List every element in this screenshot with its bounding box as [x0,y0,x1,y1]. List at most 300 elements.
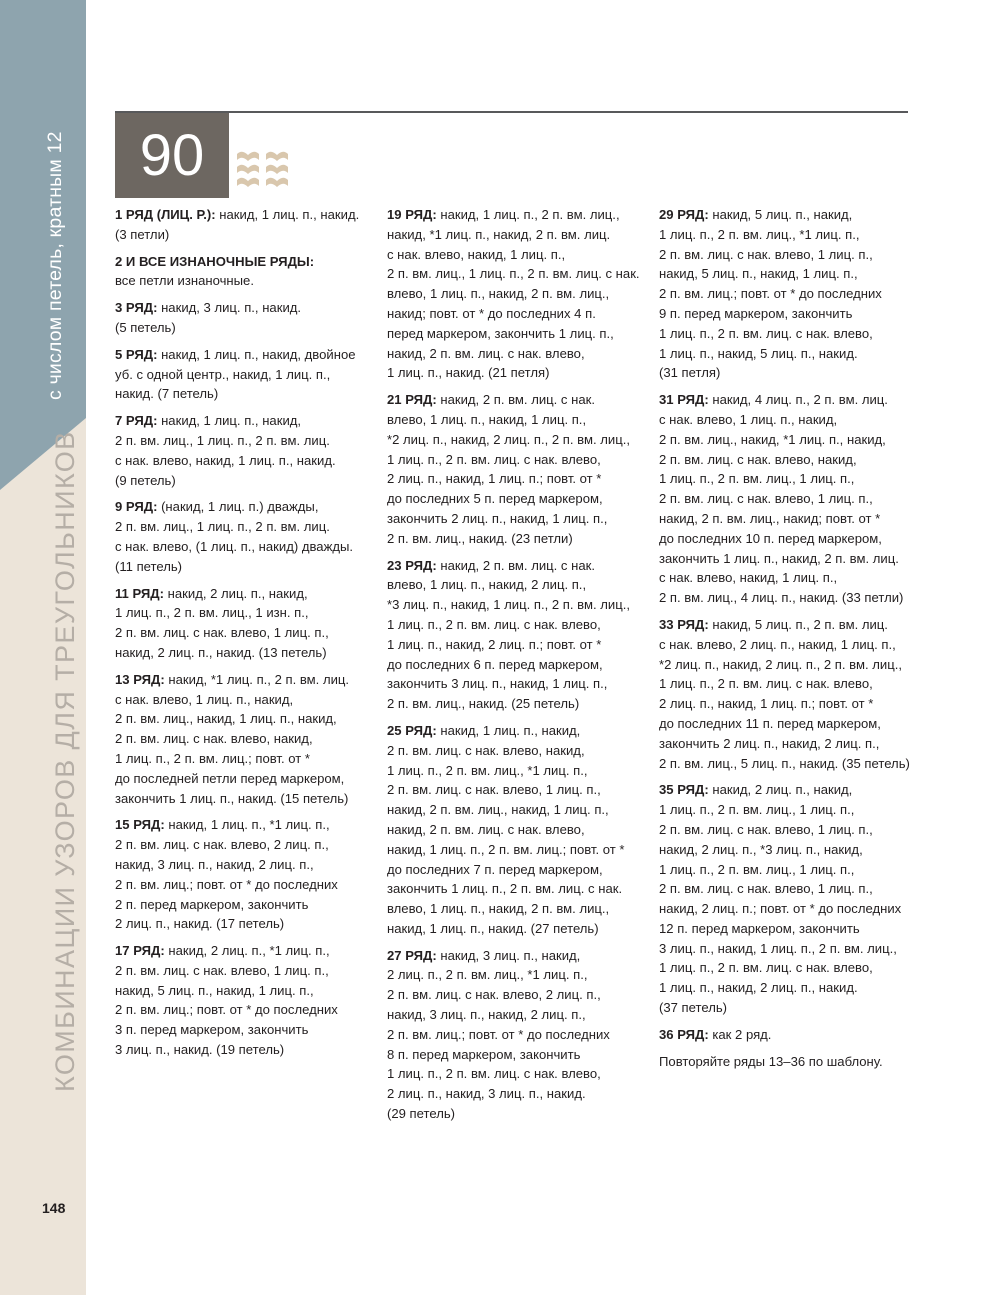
instruction-text: закончить 2 лиц. п., накид, 2 лиц. п., [659,735,880,751]
instruction-text: накид, 1 лиц. п., 2 п. вм. лиц., [436,207,620,222]
instruction-text: до последних 10 п. перед маркером, [659,530,882,546]
row-label: 13 РЯД: [115,671,165,687]
instruction-text: (5 петель) [115,319,176,335]
instruction-line [387,304,649,324]
row-instruction [659,1052,921,1072]
instruction-line [659,899,921,919]
instruction-text: *2 лиц. п., накид, 2 лиц. п., 2 п. вм. лиц., [387,431,630,447]
instruction-text: 1 лиц. п., накид, 2 лиц. п.; повт. от * [387,636,602,652]
instruction-line [115,252,375,272]
row-instruction [659,1025,921,1045]
instruction-text: накид, 5 лиц. п., накид, 1 лиц. п., [115,982,314,998]
instruction-text: 1 лиц. п., накид, 2 лиц. п., накид. [659,980,858,996]
row-instruction [115,252,375,292]
instruction-line [659,430,921,450]
instruction-text: 1 лиц. п., 2 п. вм. лиц. с нак. влево, [659,325,873,341]
instruction-text: 2 лиц. п., накид. (17 петель) [115,916,285,932]
instruction-line [387,469,649,489]
knit-stitch-icon [236,150,292,196]
row-instruction [115,345,375,404]
row-instruction [387,946,649,1124]
instruction-line [659,568,921,588]
instruction-text: до последних 5 п. перед маркером, [387,491,603,507]
instruction-text: накид, 2 лиц. п., накид. (13 петель) [115,644,327,660]
instruction-line [387,324,649,344]
instruction-text: с нак. влево, (1 лиц. п., накид) дважды. [115,538,354,554]
instruction-line [659,840,921,860]
instruction-text: 2 п. вм. лиц. с нак. влево, накид, [387,742,585,758]
instruction-line [659,549,921,569]
instruction-text: 3 лиц. п., накид, 1 лиц. п., 2 п. вм. лиц., [659,940,897,956]
instruction-text: закончить 2 лиц. п., накид, 1 лиц. п., [387,510,608,526]
instruction-line [115,981,375,1001]
instruction-line [387,761,649,781]
instruction-text: до последних 11 п. перед маркером, [659,715,881,731]
instruction-text: влево, 1 лиц. п., накид, 1 лиц. п., [387,411,587,427]
instruction-line [387,410,649,430]
instruction-text: 2 п. вм. лиц. с нак. влево, накид, [659,451,857,467]
instruction-text: накид, 2 п. вм. лиц. с нак. [436,392,595,408]
instruction-text: накид, 5 лиц. п., 2 п. вм. лиц. [708,616,888,632]
row-label: 11 РЯД: [115,585,164,601]
instruction-text: 2 п. вм. лиц., накид. (23 петли) [387,530,573,546]
instruction-line [387,899,649,919]
sidebar [0,0,86,1295]
row-label: 21 РЯД: [387,392,437,408]
instruction-text: накид, 1 лиц. п., накид. (27 петель) [387,920,599,936]
instruction-text: с нак. влево, 2 лиц. п., накид, 1 лиц. п., [659,636,896,652]
instruction-text: 1 лиц. п., 2 п. вм. лиц. с нак. влево, [387,451,601,467]
instruction-text: 8 п. перед маркером, закончить [387,1046,581,1062]
instruction-text: 2 п. вм. лиц., накид. (25 петель) [387,696,580,712]
instruction-line [115,1000,375,1020]
instruction-text: 1 лиц. п., 2 п. вм. лиц. с нак. влево, [387,616,601,632]
instruction-line [659,860,921,880]
instruction-text: перед маркером, закончить 1 лиц. п., [387,325,614,341]
instruction-text: 2 п. перед маркером, закончить [115,896,309,912]
instruction-line [659,264,921,284]
instruction-line [387,363,649,383]
row-instruction [659,205,921,383]
instruction-line [115,411,375,431]
instruction-line [387,919,649,939]
instruction-text: накид, 1 лиц. п., *1 лиц. п., [164,817,330,833]
instruction-text: накид, 5 лиц. п., накид, 1 лиц. п., [659,266,858,282]
instruction-line [659,674,921,694]
instruction-text: 2 п. вм. лиц., 5 лиц. п., накид. (35 петель) [659,755,910,771]
instructions-column-3 [659,205,921,1078]
instruction-text: 2 п. вм. лиц. с нак. влево, 1 лиц. п., [659,881,873,897]
instruction-line [659,304,921,324]
instruction-text: 1 лиц. п., 2 п. вм. лиц. с нак. влево, [659,676,873,692]
instruction-line [387,225,649,245]
instruction-line [115,603,375,623]
instruction-line [115,914,375,934]
instruction-text: закончить 1 лиц. п., 2 п. вм. лиц. с нак. [387,881,623,897]
row-instruction [659,780,921,1018]
instruction-line [659,363,921,383]
instruction-text: 2 п. вм. лиц., накид, *1 лиц. п., накид, [659,431,886,447]
row-instruction [659,615,921,773]
instruction-text: накид, 1 лиц. п., накид, [157,413,302,429]
instruction-text: накид, 3 лиц. п., накид, [436,947,581,963]
instruction-text: накид, 2 лиц. п., *1 лиц. п., [164,943,330,959]
instruction-line [115,497,375,517]
sidebar-section-title: КОМБИНАЦИИ УЗОРОВ ДЛЯ ТРЕУГОЛЬНИКОВ [50,430,80,1092]
instruction-line [659,879,921,899]
instruction-text: накид, 1 лиц. п., накид, двойное [157,346,356,362]
instruction-text: 1 лиц. п., 2 п. вм. лиц., 1 лиц. п., [659,861,855,877]
instruction-line [659,615,921,635]
instruction-text: накид, 2 п. вм. лиц. с нак. влево, [387,821,585,837]
row-instruction [387,556,649,714]
instruction-text: 2 п. вм. лиц. с нак. влево, 1 лиц. п., [659,246,873,262]
instruction-text: закончить 3 лиц. п., накид, 1 лиц. п., [387,676,608,692]
instruction-line [659,958,921,978]
instruction-line [115,835,375,855]
instruction-text: 2 п. вм. лиц. с нак. влево, 1 лиц. п., [659,821,873,837]
instruction-text: 2 п. вм. лиц., 1 лиц. п., 2 п. вм. лиц. [115,432,330,448]
instruction-text: влево, 1 лиц. п., накид, 2 лиц. п., [387,577,587,593]
instruction-text: как 2 ряд. [708,1026,772,1042]
instruction-line [115,517,375,537]
instruction-line [387,879,649,899]
instruction-line [115,225,375,245]
instruction-line [387,509,649,529]
instruction-text: (11 петель) [115,558,183,574]
instruction-line [387,965,649,985]
instruction-line [387,1045,649,1065]
instruction-line [659,410,921,430]
instruction-text: 1 лиц. п., 2 п. вм. лиц., 1 изн. п., [115,605,309,621]
instruction-text: 2 п. вм. лиц. с нак. влево, 2 лиц. п., [115,837,329,853]
instruction-text: закончить 1 лиц. п., накид, 2 п. вм. лиц. [659,550,899,566]
instruction-line [387,390,649,410]
row-instruction [115,497,375,576]
instruction-text: 2 п. вм. лиц., 1 лиц. п., 2 п. вм. лиц. [115,519,330,535]
instruction-line [387,840,649,860]
instruction-text: *3 лиц. п., накид, 1 лиц. п., 2 п. вм. лиц., [387,597,630,613]
instruction-line [115,815,375,835]
instruction-text: с нак. влево, 1 лиц. п., накид, [115,691,294,707]
pattern-number: 90 [115,113,229,198]
instruction-text: 2 п. вм. лиц. с нак. влево, 2 лиц. п., [387,987,601,1003]
instruction-text: (9 петель) [115,472,176,488]
instructions-column-2 [387,205,649,1131]
instruction-line [387,556,649,576]
instruction-text: 1 лиц. п., 2 п. вм. лиц., *1 лиц. п., [659,226,860,242]
instruction-line [387,489,649,509]
instruction-text: накид, 2 лиц. п., *3 лиц. п., накид, [659,841,863,857]
instruction-text: 2 п. вм. лиц.; повт. от * до последних [387,1026,610,1042]
instruction-line [387,595,649,615]
instruction-line [115,365,375,385]
instruction-line [659,754,921,774]
instruction-line [387,450,649,470]
instruction-line [115,1020,375,1040]
instruction-line [115,961,375,981]
instruction-text: влево, 1 лиц. п., накид, 2 п. вм. лиц., [387,901,610,917]
instruction-line [659,489,921,509]
instruction-text: 12 п. перед маркером, закончить [659,920,860,936]
row-label: 33 РЯД: [659,616,709,632]
instruction-line [659,1052,921,1072]
instruction-line [115,749,375,769]
row-label: 36 РЯД: [659,1026,709,1042]
instruction-text: 2 п. вм. лиц. с нак. влево, 1 лиц. п., [115,625,329,641]
row-instruction [115,670,375,809]
instruction-text: 2 п. вм. лиц., 1 лиц. п., 2 п. вм. лиц. с нак. [387,266,640,282]
instruction-text: с нак. влево, накид, 1 лиц. п., [659,570,838,586]
instruction-text: накид. (7 петель) [115,386,219,402]
instruction-text: закончить 1 лиц. п., накид. (15 петель) [115,790,349,806]
instruction-text: накид, 3 лиц. п., накид. [157,300,302,316]
instruction-text: накид, 2 лиц. п., накид, [708,782,853,798]
instruction-text: накид, 3 лиц. п., накид, 2 лиц. п., [115,856,314,872]
instruction-line [659,390,921,410]
instruction-line [115,855,375,875]
instruction-line [387,741,649,761]
instruction-line [659,509,921,529]
row-instruction [387,721,649,939]
instruction-line [659,324,921,344]
row-label: 9 РЯД: [115,499,158,515]
instruction-text: 2 п. вм. лиц. с нак. влево, 1 лиц. п., [659,491,873,507]
instruction-text: накид, 3 лиц. п., накид, 2 лиц. п., [387,1007,586,1023]
instruction-text: накид, *1 лиц. п., 2 п. вм. лиц. [164,671,350,687]
instruction-line [115,709,375,729]
row-label: 35 РЯД: [659,782,709,798]
row-label: 19 РЯД: [387,207,437,222]
instruction-text: накид, 2 лиц. п., накид, [164,585,308,601]
row-instruction [115,205,375,245]
instruction-text: 1 лиц. п., 2 п. вм. лиц. с нак. влево, [659,960,873,976]
instruction-text: 2 п. вм. лиц., накид, 1 лиц. п., накид, [115,711,337,727]
instruction-line [387,635,649,655]
row-label: 23 РЯД: [387,557,437,573]
instruction-line [115,623,375,643]
instruction-text: накид, 2 п. вм. лиц., накид; повт. от * [659,510,881,526]
instruction-line [659,245,921,265]
instruction-line [659,450,921,470]
instruction-text: влево, 1 лиц. п., накид, 2 п. вм. лиц., [387,286,610,302]
instruction-line [387,1025,649,1045]
instruction-text: (3 петли) [115,226,170,242]
row-instruction [387,390,649,548]
instruction-line [659,998,921,1018]
row-instruction [387,205,649,383]
instruction-line [115,271,375,291]
instruction-line [387,245,649,265]
instruction-line [659,635,921,655]
instruction-text: накид, 2 п. вм. лиц. с нак. [436,557,595,573]
instruction-line [115,345,375,365]
page-number: 148 [42,1200,66,1216]
instruction-line [387,800,649,820]
instruction-line [387,344,649,364]
instruction-line [659,820,921,840]
instruction-line [387,615,649,635]
instruction-text: (29 петель) [387,1106,456,1122]
instruction-text: с нак. влево, накид, 1 лиц. п., накид. [115,452,336,468]
instruction-line [659,734,921,754]
instruction-line [115,584,375,604]
instruction-text: накид, 1 лиц. п., накид, [436,722,581,738]
instruction-text: накид, 1 лиц. п., 2 п. вм. лиц.; повт. от * [387,841,625,857]
instruction-line [115,431,375,451]
instruction-text: 2 лиц. п., накид, 1 лиц. п.; повт. от * [659,696,874,712]
instruction-line [659,655,921,675]
row-label: 1 РЯД (ЛИЦ. Р.): [115,207,216,222]
instruction-text: 1 лиц. п., 2 п. вм. лиц., *1 лиц. п., [387,762,588,778]
sidebar-triangle [0,0,86,490]
instruction-line [659,939,921,959]
instruction-line [115,1040,375,1060]
instruction-line [115,941,375,961]
instruction-text: 2 п. вм. лиц.; повт. от * до последних [115,876,338,892]
instruction-text: 2 лиц. п., накид, 3 лиц. п., накид. [387,1086,586,1102]
instruction-line [115,875,375,895]
instruction-line [659,284,921,304]
instruction-text: накид, *1 лиц. п., накид, 2 п. вм. лиц. [387,226,611,242]
instruction-line [115,643,375,663]
instruction-text: 2 п. вм. лиц., 4 лиц. п., накид. (33 петли) [659,590,904,606]
instruction-line [659,780,921,800]
instruction-text: накид, 5 лиц. п., накид, [708,207,853,222]
instruction-text: накид, 2 п. вм. лиц., накид, 1 лиц. п., [387,802,609,818]
row-instruction [115,298,375,338]
instruction-text: 3 лиц. п., накид. (19 петель) [115,1042,285,1058]
instruction-line [387,1104,649,1124]
instruction-text: 1 лиц. п., 2 п. вм. лиц., 1 лиц. п., [659,471,855,487]
row-label: 15 РЯД: [115,817,165,833]
instruction-line [659,714,921,734]
instruction-text: 2 п. вм. лиц.; повт. от * до последних [115,1002,338,1018]
row-label: 25 РЯД: [387,722,437,738]
row-instruction [115,815,375,934]
instruction-line [115,205,375,225]
instruction-line [115,895,375,915]
instruction-line [115,769,375,789]
instruction-line [115,729,375,749]
row-label: 29 РЯД: [659,207,709,222]
instruction-text: 1 лиц. п., накид. (21 петля) [387,365,550,381]
instruction-text: 1 лиц. п., 2 п. вм. лиц., 1 лиц. п., [659,802,855,818]
instruction-line [659,919,921,939]
instruction-text: накид, 2 лиц. п.; повт. от * до последних [659,901,902,917]
instruction-text: *2 лиц. п., накид, 2 лиц. п., 2 п. вм. лиц., [659,656,902,672]
instruction-line [115,690,375,710]
instruction-text: накид; повт. от * до последних 4 п. [387,305,596,321]
instruction-line [387,1084,649,1104]
instruction-line [115,557,375,577]
instruction-line [115,384,375,404]
instruction-line [115,789,375,809]
instruction-text: 1 лиц. п., 2 п. вм. лиц.; повт. от * [115,750,310,766]
instruction-line [659,344,921,364]
instruction-line [115,670,375,690]
row-label: 5 РЯД: [115,346,158,362]
row-label: 2 И ВСЕ ИЗНАНОЧНЫЕ РЯДЫ: [115,253,315,269]
instruction-line [387,721,649,741]
instructions-column-1 [115,205,375,1067]
instruction-line [387,780,649,800]
instruction-text: Повторяйте ряды 13–36 по шаблону. [659,1053,883,1069]
instruction-line [387,264,649,284]
instruction-line [387,946,649,966]
instruction-text: 1 лиц. п., накид, 5 лиц. п., накид. [659,345,858,361]
instruction-line [115,298,375,318]
instruction-line [659,978,921,998]
instruction-line [659,205,921,225]
row-label: 3 РЯД: [115,300,158,316]
instruction-line [387,575,649,595]
instruction-line [115,451,375,471]
instruction-text: накид, 1 лиц. п., накид. [215,207,360,222]
instruction-line [659,469,921,489]
instruction-line [387,529,649,549]
instruction-text: 2 лиц. п., накид, 1 лиц. п.; повт. от * [387,471,602,487]
instruction-text: с нак. влево, накид, 1 лиц. п., [387,246,566,262]
instruction-line [387,1005,649,1025]
instruction-text: до последней петли перед маркером, [115,770,345,786]
instruction-line [387,820,649,840]
instruction-line [659,800,921,820]
instruction-line [387,985,649,1005]
row-label: 7 РЯД: [115,413,158,429]
row-instruction [115,584,375,663]
instruction-line [387,860,649,880]
instruction-text: все петли изнаночные. [115,273,254,289]
instruction-text: до последних 6 п. перед маркером, [387,656,603,672]
instruction-text: 2 п. вм. лиц.; повт. от * до последних [659,286,882,302]
instruction-text: до последних 7 п. перед маркером, [387,861,603,877]
instruction-text: (накид, 1 лиц. п.) дважды, [157,499,319,515]
instruction-text: 3 п. перед маркером, закончить [115,1022,309,1038]
instruction-line [387,284,649,304]
instruction-line [659,529,921,549]
instruction-line [659,225,921,245]
instruction-text: 9 п. перед маркером, закончить [659,305,853,321]
instruction-text: (31 петля) [659,365,721,381]
instruction-text: 2 п. вм. лиц. с нак. влево, 1 лиц. п., [115,962,329,978]
instruction-line [387,1064,649,1084]
header-rule [115,111,908,113]
instruction-line [387,205,649,225]
instruction-line [659,694,921,714]
instruction-text: накид, 2 п. вм. лиц. с нак. влево, [387,345,585,361]
row-label: 17 РЯД: [115,943,165,959]
instruction-line [115,318,375,338]
instruction-line [115,537,375,557]
instruction-text: с нак. влево, 1 лиц. п., накид, [659,411,838,427]
instruction-text: накид, 4 лиц. п., 2 п. вм. лиц. [708,392,888,408]
sidebar-top-text: с числом петель, кратным 12 [44,131,66,400]
row-instruction [659,390,921,608]
instruction-line [115,471,375,491]
instruction-line [387,430,649,450]
instruction-line [659,1025,921,1045]
instruction-text: 2 п. вм. лиц. с нак. влево, накид, [115,731,313,747]
instruction-line [387,655,649,675]
instruction-text: 1 лиц. п., 2 п. вм. лиц. с нак. влево, [387,1066,601,1082]
instruction-text: уб. с одной центр., накид, 1 лиц. п., [115,366,331,382]
instruction-line [659,588,921,608]
instruction-text: (37 петель) [659,1000,728,1016]
instruction-line [387,674,649,694]
instruction-line [387,694,649,714]
instruction-text: 2 п. вм. лиц. с нак. влево, 1 лиц. п., [387,782,601,798]
